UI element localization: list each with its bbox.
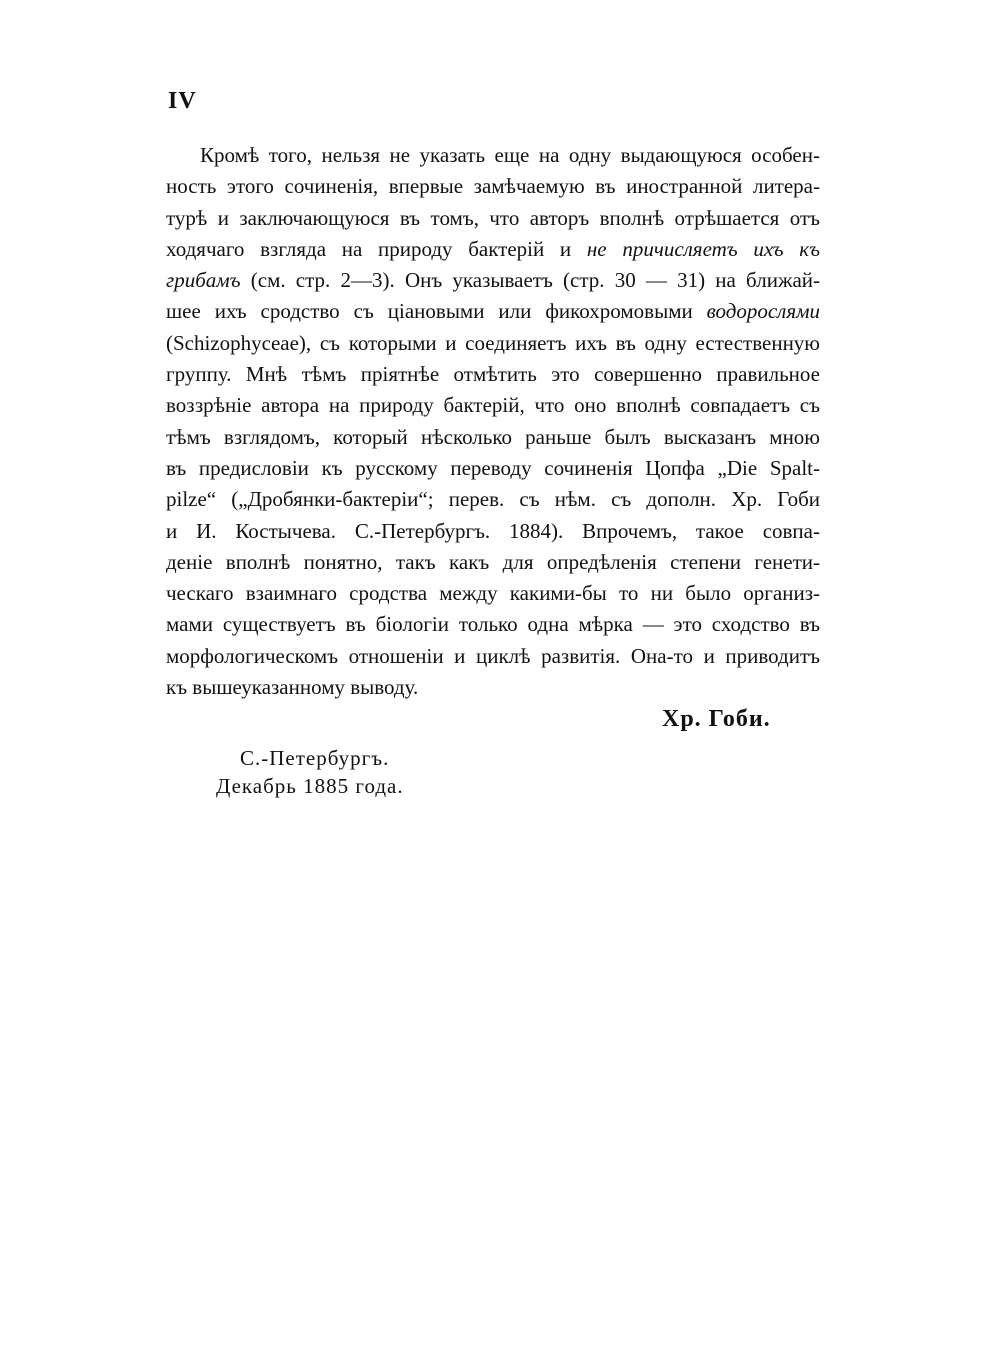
text-line: воззрѣніе автора на природу бактерій, что оно вполнѣ совпадаетъ съ bbox=[166, 393, 820, 418]
text-segment: шее ихъ сродство съ ціановыми или фикохромовыми bbox=[166, 299, 707, 324]
text-line: мами существуетъ въ біологіи только одна мѣрка — это сходство въ bbox=[166, 612, 820, 637]
text-line: турѣ и заключающуюся въ томъ, что авторъ вполнѣ отрѣшается отъ bbox=[166, 205, 820, 230]
text-line bbox=[166, 296, 820, 327]
text-line: къ вышеуказанному выводу. bbox=[166, 675, 419, 700]
text-line: (Schizophyceae), съ которыми и соединяетъ ихъ въ одну естественную bbox=[166, 330, 820, 355]
text-line bbox=[166, 234, 820, 265]
text-line: ческаго взаимнаго сродства между какими-бы то ни было организ- bbox=[166, 581, 820, 606]
text-segment: (см. стр. 2—3). Онъ указываетъ (стр. 30 — 31) на ближай- bbox=[240, 268, 820, 293]
italic-phrase: водорослями bbox=[706, 299, 820, 324]
text-line bbox=[166, 265, 820, 296]
author-signature: Хр. Гоби. bbox=[662, 706, 771, 732]
page-number: IV bbox=[168, 88, 197, 114]
text-line: въ предисловіи къ русскому переводу сочиненія Цопфа „Die Spalt- bbox=[166, 455, 820, 480]
preface-text bbox=[166, 140, 820, 703]
dateline-date: Декабрь 1885 года. bbox=[216, 774, 404, 798]
text-line: морфологическомъ отношеніи и циклѣ развитія. Она-то и приводитъ bbox=[166, 643, 820, 668]
text-line: Кромѣ того, нельзя не указать еще на одну выдающуюся особен- bbox=[200, 143, 820, 167]
text-line: тѣмъ взглядомъ, который нѣсколько раньше былъ высказанъ мною bbox=[166, 424, 820, 449]
dateline-place: С.-Петербургъ. bbox=[240, 746, 390, 770]
italic-phrase: грибамъ bbox=[166, 268, 241, 293]
text-line: и И. Костычева. С.-Петербургъ. 1884). Впрочемъ, такое совпа- bbox=[166, 518, 820, 543]
text-segment: ходячаго взгляда на природу бактерій и bbox=[166, 236, 587, 261]
text-line: деніе вполнѣ понятно, такъ какъ для опредѣленія степени генети- bbox=[166, 549, 820, 574]
text-line: группу. Мнѣ тѣмъ пріятнѣе отмѣтить это совершенно правильное bbox=[166, 362, 820, 387]
text-line: ность этого сочиненія, впервые замѣчаемую въ иностранной литера- bbox=[166, 174, 820, 199]
text-line: pilze“ („Дробянки-бактеріи“; перев. съ нѣм. съ дополн. Хр. Гоби bbox=[166, 487, 820, 512]
italic-phrase: не причисляетъ ихъ къ bbox=[586, 236, 821, 261]
